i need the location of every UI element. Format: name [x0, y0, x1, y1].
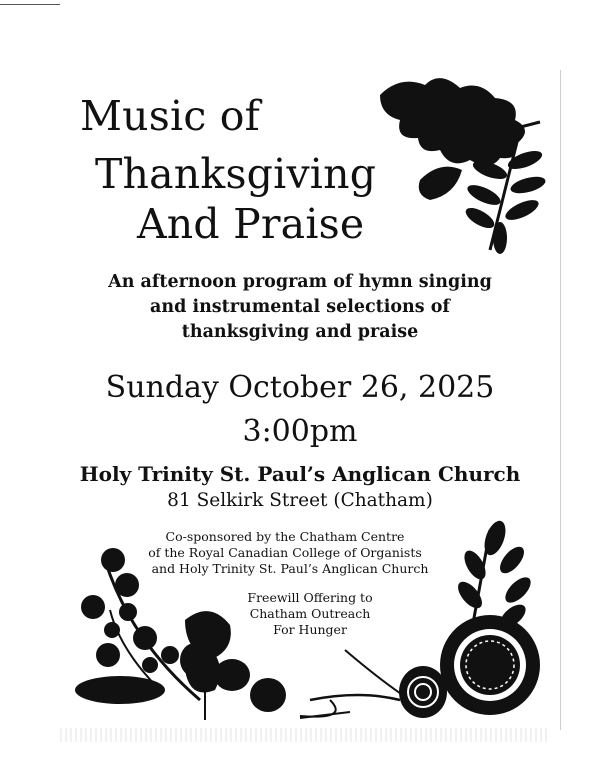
event-date: Sunday October 26, 2025	[105, 370, 495, 405]
venue-address: 81 Selkirk Street (Chatham)	[167, 490, 433, 511]
title-line-3: And Praise	[137, 200, 365, 248]
autumn-leaves-icon	[380, 78, 547, 254]
description-line-2: and instrumental selections of	[150, 297, 450, 317]
cosponsor-line-2: of the Royal Canadian College of Organists	[148, 545, 422, 560]
title-line-1: Music of	[80, 92, 260, 140]
venue-name: Holy Trinity St. Paul’s Anglican Church	[79, 462, 521, 486]
sunflower-icon	[440, 615, 540, 715]
cosponsor-line-1: Co-sponsored by the Chatham Centre	[165, 529, 405, 544]
event-time: 3:00pm	[242, 414, 358, 449]
offering-line-2: Chatham Outreach	[249, 606, 371, 621]
description-line-3: thanksgiving and praise	[181, 322, 419, 342]
description-line-1: An afternoon program of hymn singing	[108, 272, 492, 292]
cosponsor-line-3: and Holy Trinity St. Paul’s Anglican Church	[151, 561, 429, 576]
title-line-2: Thanksgiving	[95, 150, 377, 198]
offering-line-3: For Hunger	[273, 622, 347, 637]
offering-line-1: Freewill Offering to	[247, 590, 373, 605]
